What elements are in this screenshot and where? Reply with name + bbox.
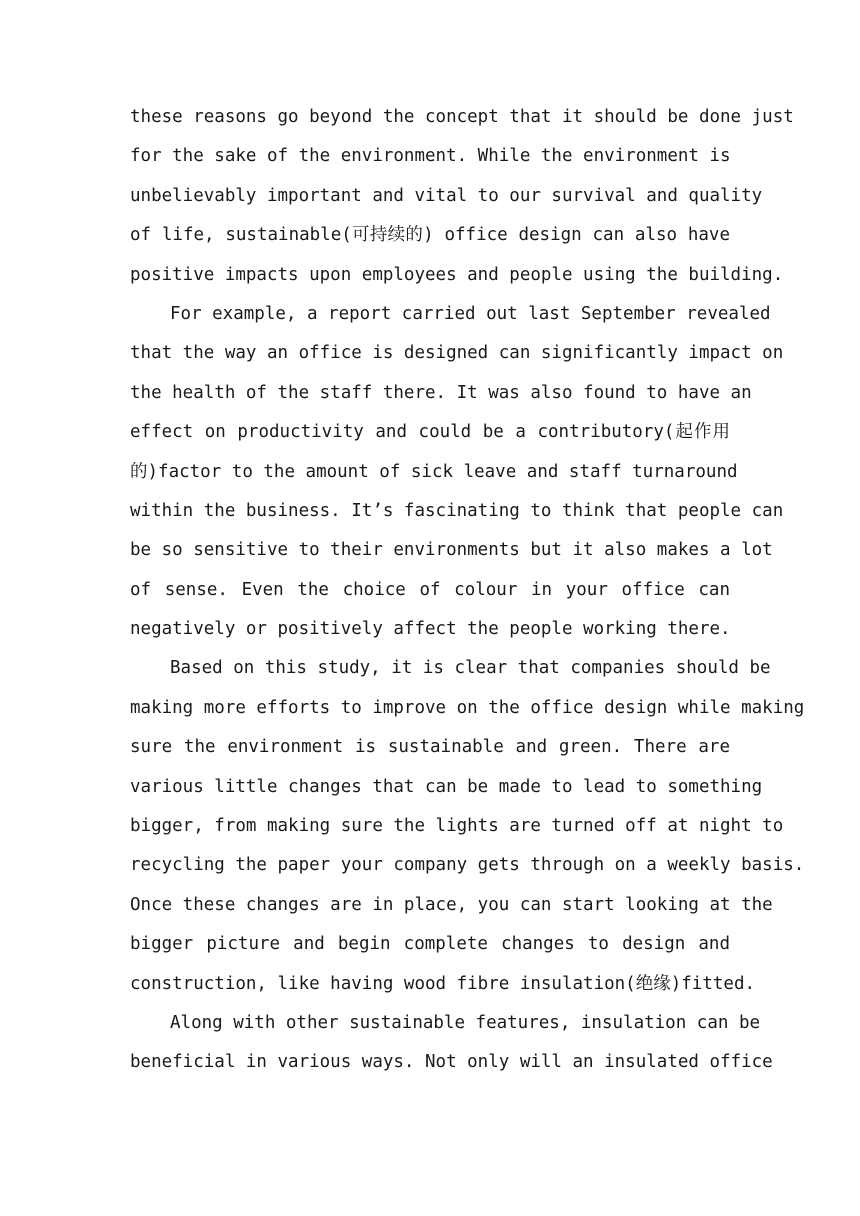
text-line: making more efforts to improve on the office design while making [130,697,805,718]
text-line: For example, a report carried out last September revealed [170,303,771,324]
text-line: Based on this study, it is clear that companies should be [170,658,771,679]
text-line: 的)factor to the amount of sick leave and staff turnaround [130,461,738,482]
text-line: these reasons go beyond the concept that it should be done just [130,107,794,127]
text-line: be so sensitive to their environments but it also makes a lot [130,540,773,561]
text-line: within the business. It’s fascinating to think that people can [130,500,784,521]
text-line: of life, sustainable(可持续的) office design can also have [130,225,730,246]
text-line: construction, like having wood fibre insulation(绝缘)fitted. [130,973,756,994]
text-line: negatively or positively affect the people working there. [130,619,731,640]
text-line: unbelievably important and vital to our survival and quality [130,185,763,206]
text-line: that the way an office is designed can significantly impact on [130,343,784,364]
text-line: positive impacts upon employees and people using the building. [130,264,784,285]
text-line: beneficial in various ways. Not only will an insulated office [130,1052,773,1073]
text-line: bigger, from making sure the lights are turned off at night to [130,816,784,837]
body-text [130,98,805,1083]
text-line: sure the environment is sustainable and green. There are [130,737,730,758]
text-line: Once these changes are in place, you can start looking at the [130,894,773,915]
text-line: of sense. Even the choice of colour in your office can [130,579,730,600]
text-line: bigger picture and begin complete changes to design and [130,934,730,955]
text-line: Along with other sustainable features, insulation can be [170,1012,761,1033]
text-line: effect on productivity and could be a contributory(起作用 [130,422,730,443]
text-line: various little changes that can be made to lead to something [130,776,763,797]
text-line: for the sake of the environment. While the environment is [130,146,731,167]
text-line: recycling the paper your company gets through on a weekly basis. [130,855,805,876]
text-line: the health of the staff there. It was also found to have an [130,382,752,403]
